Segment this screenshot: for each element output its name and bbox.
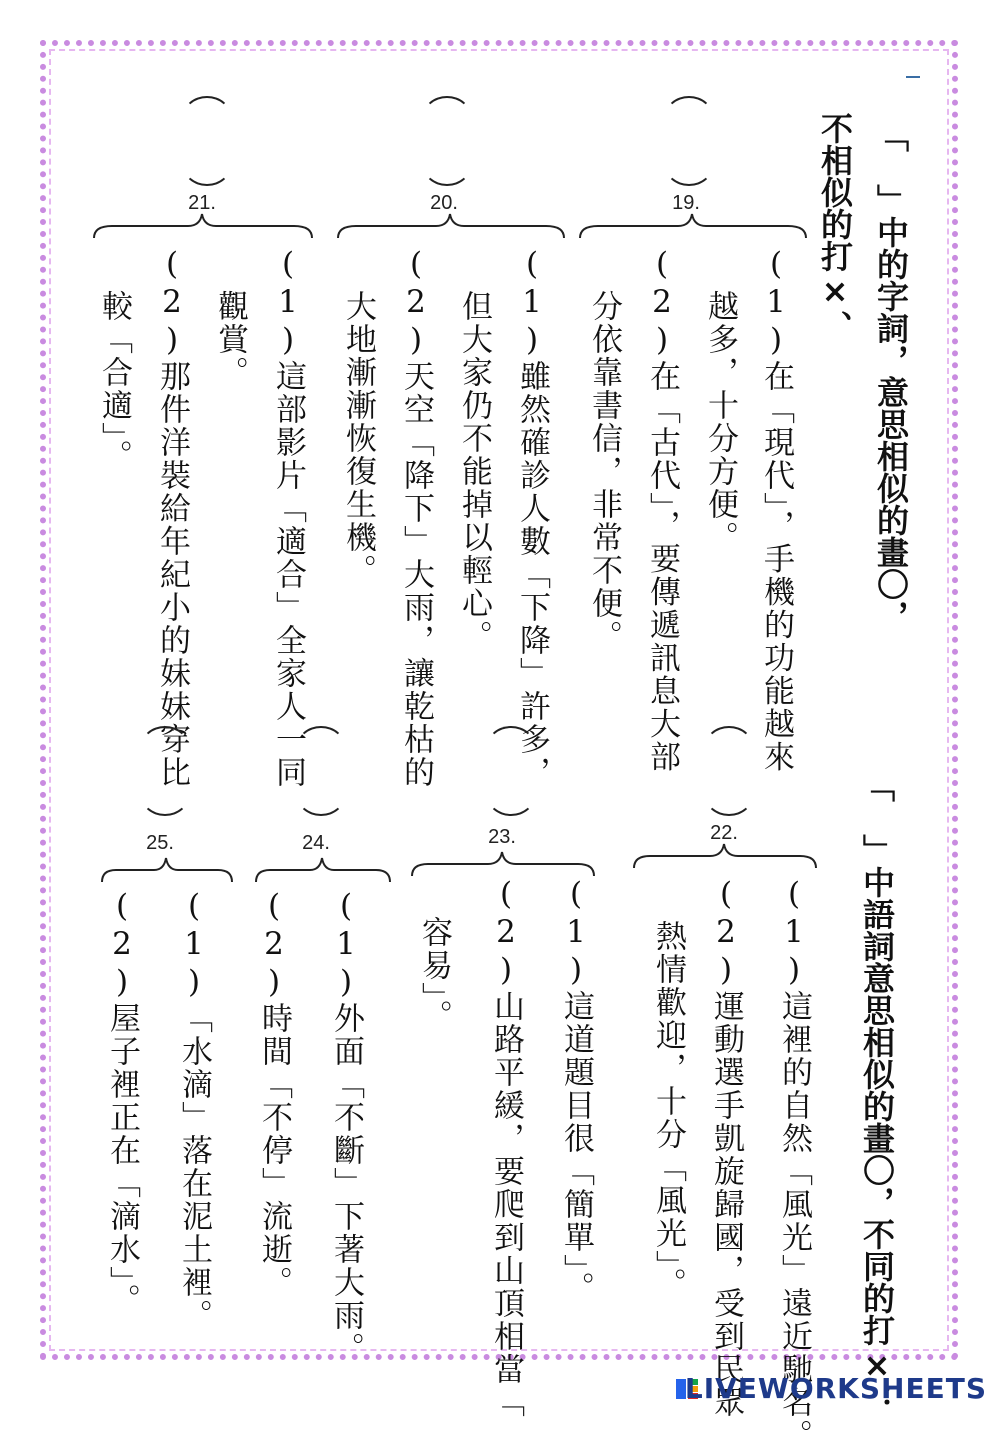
q22-item1: (1)這裡的自然「風光」遠近馳名。 — [776, 876, 812, 1452]
q19-item1-cont: 越多，十分方便。 — [702, 290, 738, 554]
brace-25 — [100, 856, 236, 886]
q25-item1: (1)「水滴」落在泥土裡。 — [176, 888, 212, 1332]
brace-22 — [632, 842, 818, 872]
q22-item2-cont: 熱情歡迎，十分「風光」。 — [650, 920, 686, 1301]
answer-box-25[interactable] — [140, 726, 186, 816]
question-number-21: 21. — [188, 192, 216, 214]
q20-item2: (2)天空「降下」大雨，讓乾枯的 — [398, 246, 434, 789]
q20-item1: (1)雖然確診人數「下降」許多， — [514, 246, 550, 789]
answer-box-20[interactable] — [422, 96, 468, 186]
instruction-1-line-b: 不相似的打×、 — [816, 112, 854, 342]
q21-item1: (1)這部影片「適合」全家人一同 — [270, 246, 306, 789]
q23-item1: (1)這道題目很「簡單」。 — [558, 876, 594, 1305]
q19-item2: (2)在「古代」，要傳遞訊息大部 — [644, 246, 680, 774]
q23-item2-cont: 容易」。 — [416, 916, 452, 1033]
brace-19 — [578, 212, 808, 242]
q21-item2: (2)那件洋裝給年紀小的妹妹穿比 — [154, 246, 190, 789]
liveworksheets-logo: LIVEWORKSHEETS — [684, 1372, 987, 1405]
question-number-24: 24. — [302, 832, 330, 854]
q20-item2-cont: 大地漸漸恢復生機。 — [340, 290, 376, 587]
q24-item2: (2)時間「不停」流逝。 — [256, 888, 292, 1299]
answer-box-24[interactable] — [296, 726, 342, 816]
question-number-20: 20. — [430, 192, 458, 214]
page-marker — [906, 76, 920, 78]
answer-box-19[interactable] — [664, 96, 710, 186]
q23-item2: (2)山路平緩，要爬到山頂相當「 — [488, 876, 524, 1419]
q21-item1-cont: 觀賞。 — [212, 290, 248, 389]
brace-21 — [92, 212, 314, 242]
question-number-22: 22. — [710, 822, 738, 844]
brace-20 — [336, 212, 566, 242]
brace-24 — [254, 856, 394, 886]
q22-item2: (2)運動選手凱旋歸國，受到民眾 — [708, 876, 744, 1419]
instruction-1-line-a: 「 」中的字詞，意思相似的畫〇， — [872, 120, 910, 632]
q19-item1: (1)在「現代」，手機的功能越來 — [758, 246, 794, 774]
answer-box-22[interactable] — [704, 726, 750, 816]
q21-item2-cont: 較「合適」。 — [96, 290, 132, 473]
q25-item2: (2)屋子裡正在「滴水」。 — [104, 888, 140, 1317]
q20-item1-cont: 但大家仍不能掉以輕心。 — [456, 290, 492, 653]
question-number-25: 25. — [146, 832, 174, 854]
answer-box-23[interactable] — [486, 726, 532, 816]
question-number-23: 23. — [488, 826, 516, 848]
q19-item2-cont: 分依靠書信，非常不便。 — [586, 290, 622, 653]
instruction-2: 「 」中語詞意思相似的畫〇，不同的打×： — [858, 770, 896, 1416]
q24-item1: (1)外面「不斷」下著大雨。 — [328, 888, 364, 1365]
answer-box-21[interactable] — [182, 96, 228, 186]
question-number-19: 19. — [672, 192, 700, 214]
